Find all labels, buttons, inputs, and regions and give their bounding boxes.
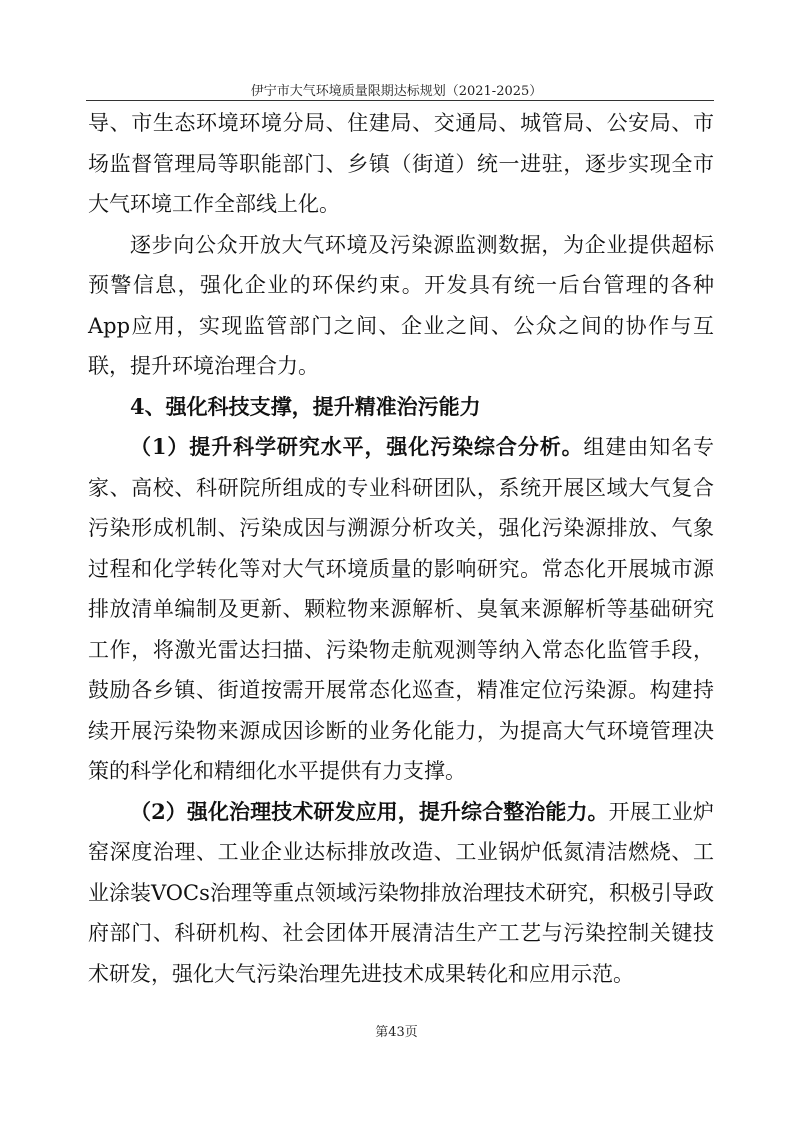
page-number: 第43页 xyxy=(375,1025,418,1040)
paragraph-research-lead: （1）提升科学研究水平，强化污染综合分析。 xyxy=(130,434,584,459)
paragraph-governance-tech-body: 开展工业炉窑深度治理、工业企业达标排放改造、工业锅炉低氮清洁燃烧、工业涂装VOCs治理等重点领域污染物排放治理技术研究，积极引导政府部门、科研机构、社会团体开展清洁生产工艺与污染控制关键技术研发，强化大气污染治理先进技术成果转化和应用示范。 xyxy=(88,799,714,986)
page-header: 伊宁市大气环境质量限期达标规划（2021-2025） xyxy=(250,84,543,99)
paragraph-governance-tech xyxy=(88,792,714,995)
document-body xyxy=(88,103,714,994)
paragraph-continuation: 导、市生态环境环境分局、住建局、交通局、城管局、公安局、市场监督管理局等职能部门、乡镇（街道）统一进驻，逐步实现全市大气环境工作全部线上化。 xyxy=(88,111,714,216)
paragraph-governance-tech-lead: （2）强化治理技术研发应用，提升综合整治能力。 xyxy=(130,798,609,824)
paragraph-public-data: 逐步向公众开放大气环境及污染源监测数据，为企业提供超标预警信息，强化企业的环保约束。开发具有统一后台管理的各种App应用，实现监管部门之间、企业之间、公众之间的协作与互联，提升环境治理合力。 xyxy=(88,232,714,378)
paragraph-research xyxy=(88,427,714,792)
paragraph-research-body: 组建由知名专家、高校、科研院所组成的专业科研团队，系统开展区域大气复合污染形成机制、污染成因与溯源分析攻关，强化污染源排放、气象过程和化学转化等对大气环境质量的影响研究。常态化开展城市源排放清单编制及更新、颗粒物来源解析、臭氧来源解析等基础研究工作，将激光雷达扫描、污染物走航观测等纳入常态化监管手段，鼓励各乡镇、街道按需开展常态化巡查，精准定位污染源。构建持续开展污染物来源成因诊断的业务化能力，为提高大气环境管理决策的科学化和精细化水平提供有力支撑。 xyxy=(88,435,714,783)
section-heading-4: 4、强化科技支撑，提升精准治污能力 xyxy=(130,393,481,419)
header-divider xyxy=(86,100,714,101)
